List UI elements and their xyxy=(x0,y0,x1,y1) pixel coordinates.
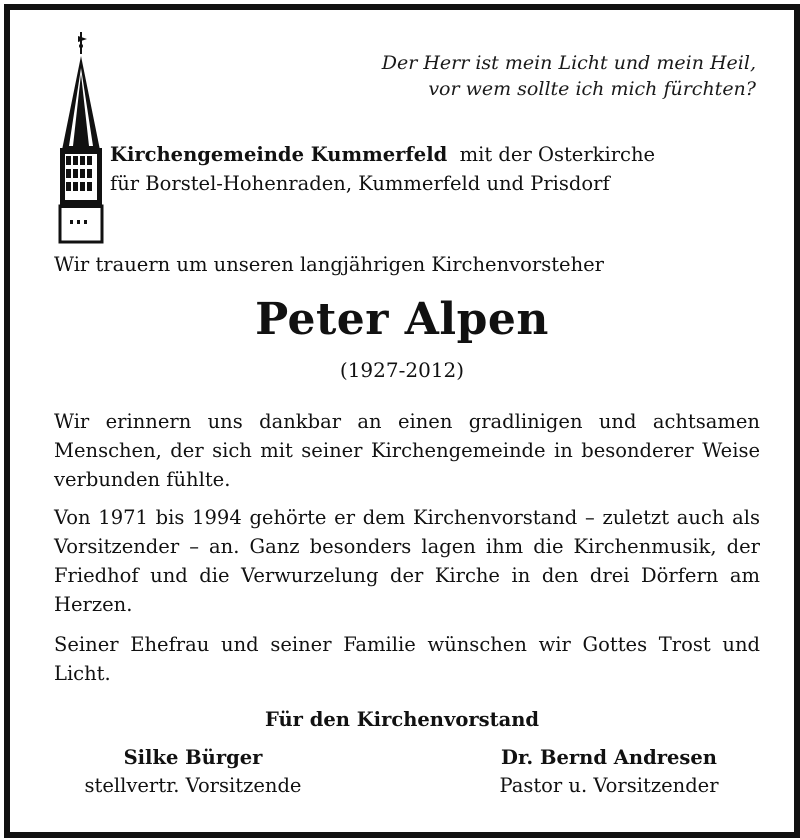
bible-quote xyxy=(256,50,756,102)
obituary-frame xyxy=(4,4,800,838)
quote-line-2: vor wem sollte ich mich fürchten? xyxy=(428,78,756,100)
board-heading: Für den Kirchenvorstand xyxy=(264,708,540,731)
paragraph-condolence: Seiner Ehefrau und seiner Familie wünschen wir Gottes Trost und Licht. xyxy=(54,633,760,685)
signatory-name: Silke Bürger xyxy=(123,746,263,769)
quote-line-1: Der Herr ist mein Licht und mein Heil, xyxy=(381,52,756,74)
congregation-block xyxy=(110,140,770,198)
signatory-role: Pastor u. Vorsitzender xyxy=(499,774,719,797)
signatory-role: stellvertr. Vorsitzende xyxy=(84,774,302,797)
deceased-name: Peter Alpen xyxy=(255,294,549,345)
paragraph-remembrance: Wir erinnern uns dankbar an einen gradlinigen und achtsamen Menschen, der sich mit seiner Kirchengemeinde in besonderer Weise verbunden fühlte. xyxy=(54,410,760,491)
congregation-church: mit der Osterkirche xyxy=(459,143,656,166)
congregation-name: Kirchengemeinde Kummerfeld xyxy=(110,143,448,166)
church-steeple-icon xyxy=(56,30,106,244)
signatory-right xyxy=(444,744,774,800)
deceased-years: (1927-2012) xyxy=(339,358,465,382)
signatory-left xyxy=(28,744,358,800)
congregation-villages: für Borstel-Hohenraden, Kummerfeld und Prisdorf xyxy=(110,172,610,195)
mourning-line: Wir trauern um unseren langjährigen Kirchenvorsteher xyxy=(54,253,605,276)
signatory-name: Dr. Bernd Andresen xyxy=(501,746,717,769)
paragraph-service: Von 1971 bis 1994 gehörte er dem Kirchenvorstand – zuletzt auch als Vorsitzender – an. Ganz besonders lagen ihm die Kirchenmusik, der Friedhof und die Verwurzelung der Kirche in den drei Dörfern am Herzen. xyxy=(54,506,760,616)
